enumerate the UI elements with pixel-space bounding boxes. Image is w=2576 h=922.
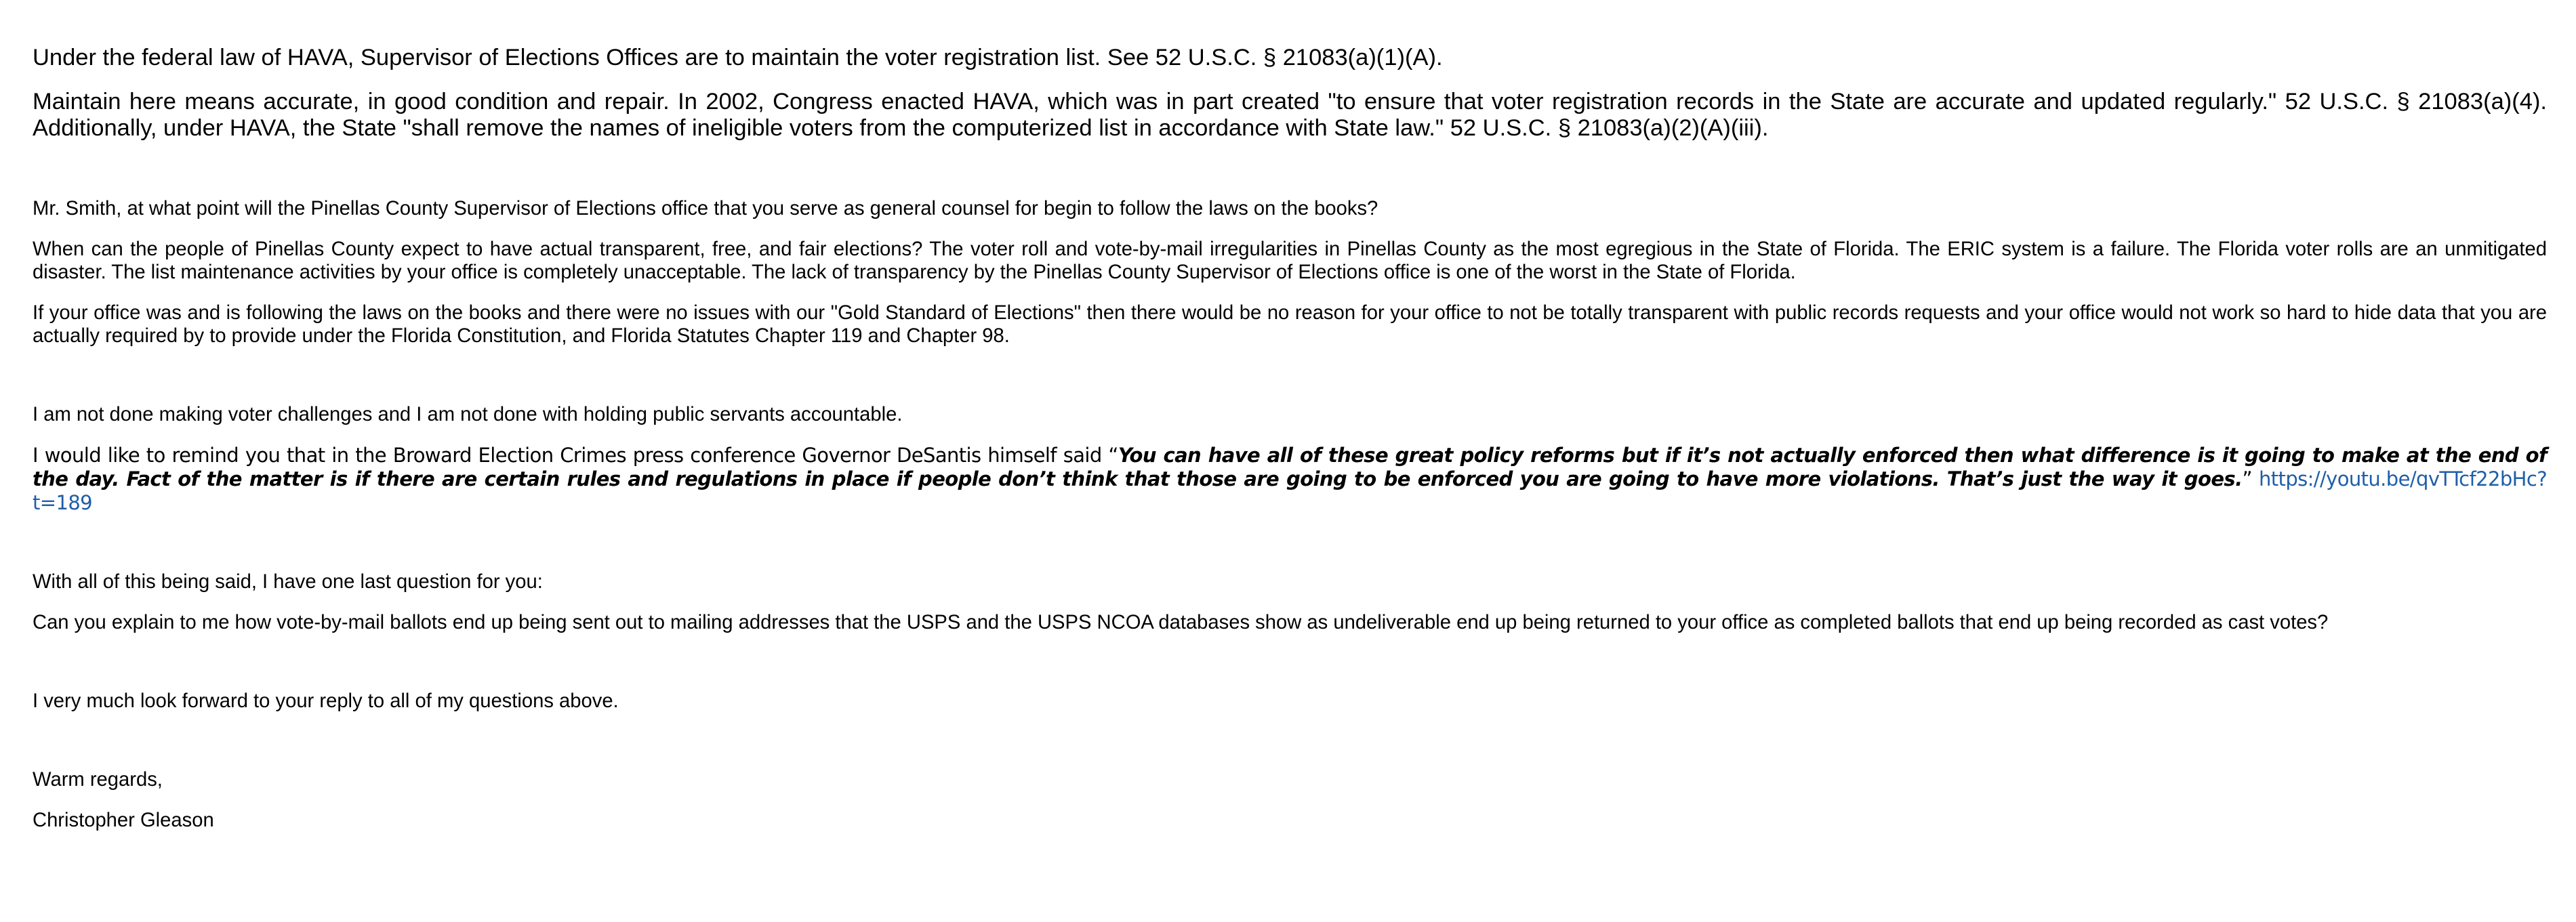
paragraph-remind [33, 444, 2547, 515]
remind-intro-text: I would like to remind you that in the Broward Election Crimes press conference Governor DeSantis himself said “ [33, 444, 1118, 467]
paragraph-ballots-question: Can you explain to me how vote-by-mail ballots end up being sent out to mailing addresses that the USPS and the USPS NCOA databases show as undeliverable end up being returned to your office as completed ballots that end up being recorded as cast votes? [33, 612, 2329, 633]
closing-line: Warm regards, [33, 769, 163, 791]
paragraph-fair-elections: When can the people of Pinellas County expect to have actual transparent, free, and fair elections? The voter roll and vote-by-mail irregularities in Pinellas County as the most egregious in the State of Florida. The ERIC system is a failure. The Florida voter rolls are an unmitigated disaster. The list maintenance activities by your office is completely unacceptable. The lack of transparency by the Pinellas County Supervisor of Elections office is one of the worst in the State of Florida. [33, 238, 2547, 283]
paragraph-maintain-meaning: Maintain here means accurate, in good condition and repair. In 2002, Congress enacted HAVA, which was in part created "to ensure that voter registration records in the State are accurate and updated regularly." 52 U.S.C. § 21083(a)(4). Additionally, under HAVA, the State "shall remove the names of ineligible voters from the computerized list in accordance with State law." 52 U.S.C. § 21083(a)(2)(A)(iii). [33, 89, 2547, 141]
desantis-quote: You can have all of these great policy reforms but if it’s not actually enforced then what difference is it going to make at the end of the day. Fact of the matter is if there are certain rules and regulations in place if people don’t think that those are going to be enforced you are going to have more violations. That’s just the way it goes. [33, 444, 2547, 490]
quote-close-mark: ” [2242, 467, 2259, 490]
signature-name: Christopher Gleason [33, 810, 214, 831]
youtube-link[interactable]: https://youtu.be/qvTTcf22bHc?t=189 [33, 467, 2547, 514]
paragraph-question-laws: Mr. Smith, at what point will the Pinellas County Supervisor of Elections office that you serve as general counsel for begin to follow the laws on the books? [33, 198, 1378, 219]
paragraph-look-forward: I very much look forward to your reply to all of my questions above. [33, 690, 619, 712]
email-body [33, 45, 2547, 832]
paragraph-last-question-intro: With all of this being said, I have one last question for you: [33, 571, 543, 593]
paragraph-not-done: I am not done making voter challenges and I am not done with holding public servants accountable. [33, 404, 903, 425]
paragraph-hava-law: Under the federal law of HAVA, Supervisor of Elections Offices are to maintain the voter registration list. See 52 U.S.C. § 21083(a)(1)(A). [33, 45, 1443, 70]
paragraph-transparency: If your office was and is following the laws on the books and there were no issues with our "Gold Standard of Elections" then there would be no reason for your office to not be totally transparent with public records requests and your office would not work so hard to hide data that you are actually required by to provide under the Florida Constitution, and Florida Statutes Chapter 119 and Chapter 98. [33, 302, 2547, 347]
